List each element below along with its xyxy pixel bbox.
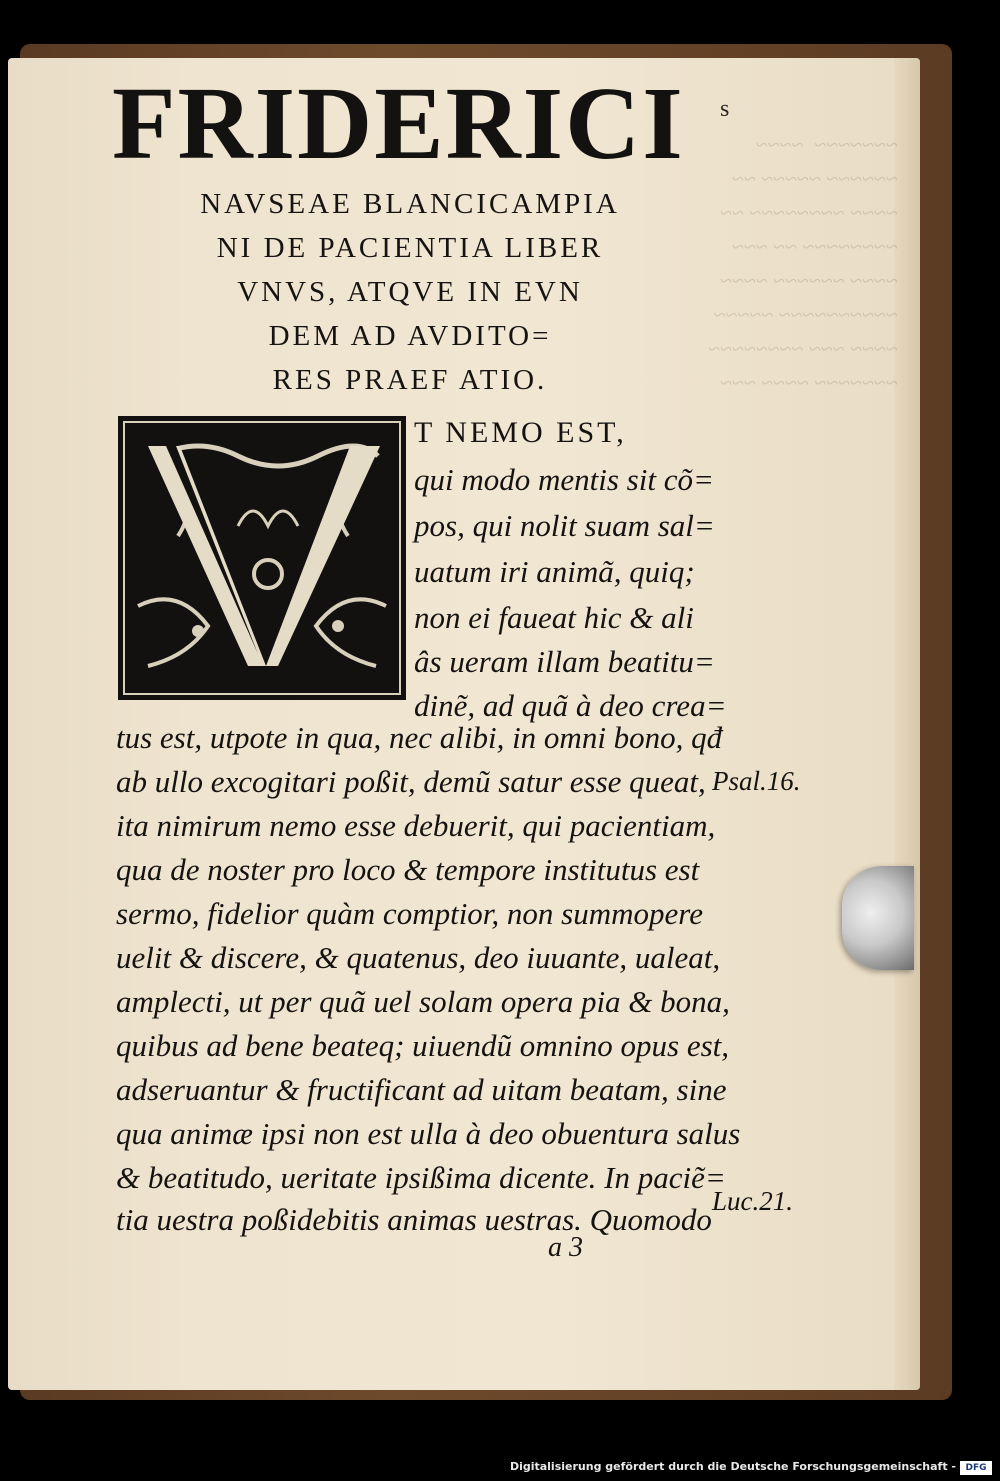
body-line: amplecti, ut per quã uel solam opera pia & bona, [116,984,730,1019]
subtitle-line: NI DE PACIENTIA LIBER [216,232,604,264]
subtitle-line: DEM AD AVDITO= [268,320,552,352]
body-line: pos, qui nolit suam sal= [414,508,715,543]
edge-mark: s [720,96,730,122]
body-line: uatum iri animã, quiq; [414,554,695,589]
body-line: qua de noster pro loco & tempore institutus est [116,852,700,887]
dfg-logo: DFG [960,1461,992,1475]
subtitle-line: NAVSEAE BLANCICAMPIA [200,188,620,220]
body-line: uelit & discere, & quatenus, deo iuuante, ualeat, [116,940,721,975]
digitization-credit: Digitalisierung gefördert durch die Deutsche Forschungsgemeinschaft - [509,1460,956,1473]
page-title: FRIDERICI [112,66,685,181]
signature-mark: a 3 [548,1232,583,1263]
margin-note-luke: Luc.21. [712,1186,793,1216]
initial-v-woodcut-icon [118,416,406,700]
body-line: ab ullo excogitari poßit, demũ satur esse queat, [116,764,706,799]
page-clip [842,866,914,970]
subtitle-line: VNVS, ATQVE IN EVN [237,276,583,308]
margin-note-psalm: Psal.16. [712,766,801,796]
body-line: non ei faueat hic & ali [414,600,694,635]
body-line: qui modo mentis sit cõ= [414,462,714,497]
body-line: dinẽ, ad quã à deo crea= [414,688,727,723]
subtitle-block [140,182,680,402]
show-through-text: ~~~~~~~ ~~~~ ~~~~~~ ~~~~~ ~~ ~~~~ ~~~~~~~~ ~~ ~~~~~~~~ ~~ ~~~ ~~~~ ~~~~~~ ~~~~ ~~~~~~~~~~ ~~~~~ ~~~~ ~~~ ~~~~~~~~ ~~~~~~~ ~~~~ ~~~ [708,132,898,395]
body-line: âs ueram illam beatitu= [414,644,715,679]
body-line: T NEMO EST, [414,416,627,449]
decorated-initial-v [118,416,406,700]
body-line: adseruantur & fructificant ad uitam beatam, sine [116,1072,727,1107]
body-line: sermo, fidelior quàm comptior, non summopere [116,896,703,931]
body-line: ita nimirum nemo esse debuerit, qui pacientiam, [116,808,716,843]
body-line: & beatitudo, ueritate ipsißima dicente. In paciẽ= [116,1160,726,1195]
body-line: tus est, utpote in qua, nec alibi, in omni bono, qđ [116,720,723,755]
body-line: qua animæ ipsi non est ulla à deo obuentura salus [116,1116,741,1151]
body-line: quibus ad bene beateq; uiuendũ omnino opus est, [116,1028,730,1063]
body-line: tia uestra poßidebitis animas uestras. Quomodo [116,1202,712,1237]
subtitle-line: RES PRAEF ATIO. [272,364,548,396]
